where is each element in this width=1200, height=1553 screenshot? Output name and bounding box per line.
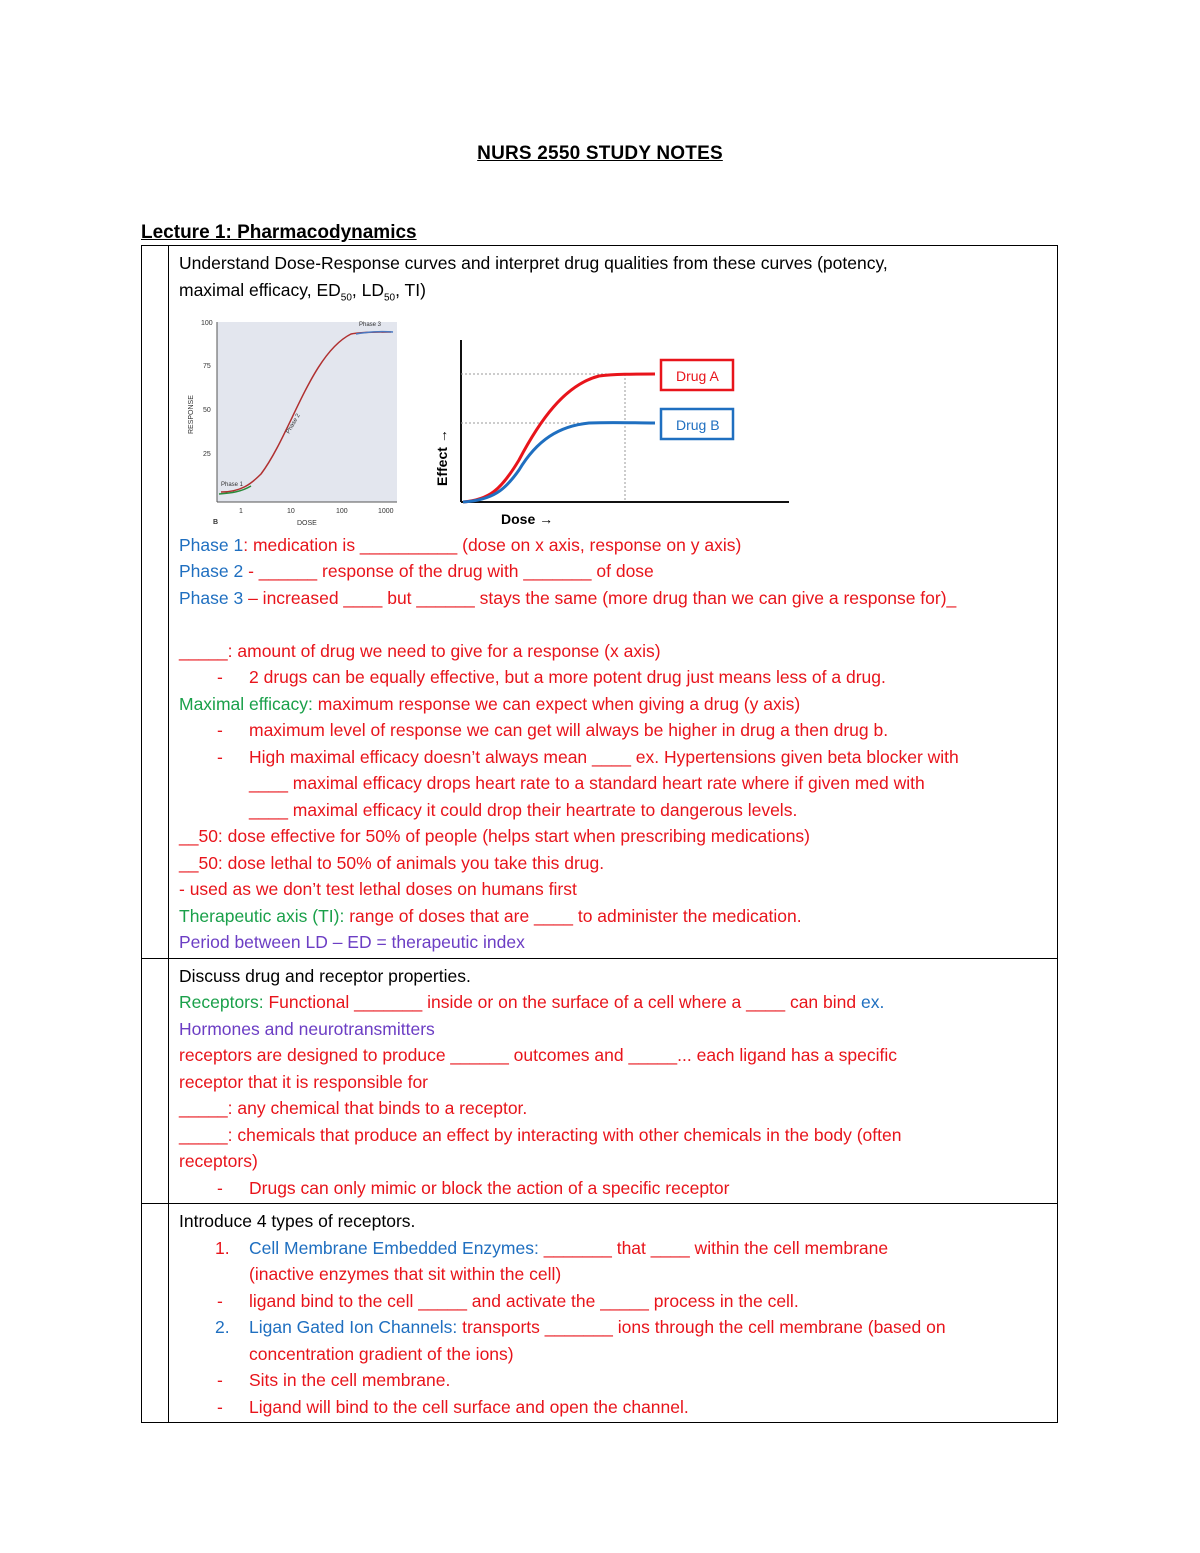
drug-a-label: Drug A [676,367,719,384]
x-tick-label: 1000 [378,507,394,515]
drugs-line: _____: chemicals that produce an effect by interacting with other chemicals in the body (often [179,1124,902,1145]
maximal-efficacy-line: Maximal efficacy: maximum response we can expect when giving a drug (y axis) [179,693,801,714]
phase2-line: Phase 2 - ______ response of the drug with _______ of dose [179,561,654,581]
figures-area [179,312,1049,532]
y-axis-label: RESPONSE [188,394,195,434]
dose-response-phase-figure [181,314,411,529]
list-item-continuation: ____ maximal efficacy it could drop their heartrate to dangerous levels. [249,799,798,820]
ld50-line: __50: dose lethal to 50% of animals you take this drug. [179,852,605,873]
y-tick-label: 50 [203,406,211,414]
list-item: - Drugs can only mimic or block the action of a specific receptor [217,1177,730,1198]
section-heading: Introduce 4 types of receptors. [179,1211,416,1231]
table-cell-empty [142,1204,169,1423]
list-item: - 2 drugs can be equally effective, but a more potent drug just means less of a drug. [217,667,886,687]
list-item-continuation: concentration gradient of the ions) [249,1343,514,1364]
therapeutic-index-line: Therapeutic axis (TI): range of doses that are ____ to administer the medication. [179,905,802,926]
x-tick-label: 1 [239,507,243,515]
list-item: - ligand bind to the cell _____ and activate the _____ process in the cell. [217,1290,799,1311]
x-axis-label: Dose → [501,510,554,527]
blank-line [179,611,1049,638]
phase3-label: Phase 3 [359,321,382,328]
list-item: - High maximal efficacy doesn’t always mean ____ ex. Hypertensions given beta blocker with [217,746,959,767]
table-cell-content [169,1204,1058,1423]
list-item-continuation: (inactive enzymes that sit within the cell) [249,1264,562,1284]
notes-table [141,245,1058,1423]
ld50-note: - used as we don’t test lethal doses on humans first [179,879,577,899]
section-heading: Understand Dose-Response curves and interpret drug qualities from these curves (potency, [179,253,888,273]
section-heading: Discuss drug and receptor properties. [179,965,471,986]
table-row [142,246,1058,959]
phase3-line: Phase 3 – increased ____ but ______ stays the same (more drug than we can give a response for)_ [179,587,957,608]
page-title: NURS 2550 STUDY NOTES [477,143,723,164]
period-line: Period between LD – ED = therapeutic index [179,932,525,952]
list-item: - Ligand will bind to the cell surface and open the channel. [217,1396,689,1417]
table-row [142,958,1058,1204]
ligand-line: _____: any chemical that binds to a receptor. [179,1098,528,1118]
designed-line: receptor that it is responsible for [179,1071,429,1092]
drug-comparison-figure [419,330,799,530]
y-tick-label: 25 [203,450,211,458]
drugs-line: receptors) [179,1151,258,1171]
y-axis-label: Effect → [434,428,450,486]
lecture-heading: Lecture 1: Pharmacodynamics [141,222,417,243]
numbered-item: 2. Ligan Gated Ion Channels: transports _______ ions through the cell membrane (based on [215,1317,946,1337]
x-tick-label: 10 [287,507,295,515]
table-cell-empty [142,246,169,959]
y-tick-label: 75 [203,362,211,370]
designed-line: receptors are designed to produce ______ outcomes and _____... each ligand has a specific [179,1045,897,1065]
table-cell-content [169,246,1058,959]
list-item: - Sits in the cell membrane. [217,1370,451,1390]
ed50-line: __50: dose effective for 50% of people (helps start when prescribing medications) [179,826,811,846]
table-cell-content [169,958,1058,1204]
receptors-example: Hormones and neurotransmitters [179,1018,435,1039]
panel-letter: B [213,518,219,526]
x-axis-label: DOSE [297,519,317,527]
receptors-line: Receptors: Functional _______ inside or on the surface of a cell where a ____ can bind ex. [179,992,885,1012]
list-item: - maximum level of response we can get will always be higher in drug a then drug b. [217,720,889,740]
numbered-item: 1. Cell Membrane Embedded Enzymes: _______ that ____ within the cell membrane [215,1237,889,1258]
phase1-line: Phase 1: medication is __________ (dose on x axis, response on y axis) [179,534,742,555]
x-tick-label: 100 [336,507,348,515]
section-heading: maximal efficacy, $ED_{50}$, $LD_{50}$, TI) [179,279,426,303]
potency-line: _____: amount of drug we need to give for a response (x axis) [179,640,661,661]
list-item-continuation: ____ maximal efficacy drops heart rate to a standard heart rate where if given med with [249,773,925,793]
table-row [142,1204,1058,1423]
table-cell-empty [142,958,169,1204]
y-tick-label: 100 [201,319,213,327]
phase1-label: Phase 1 [221,481,244,488]
drug-b-label: Drug B [676,416,720,433]
phase2-label: Phase 2 [285,412,302,435]
